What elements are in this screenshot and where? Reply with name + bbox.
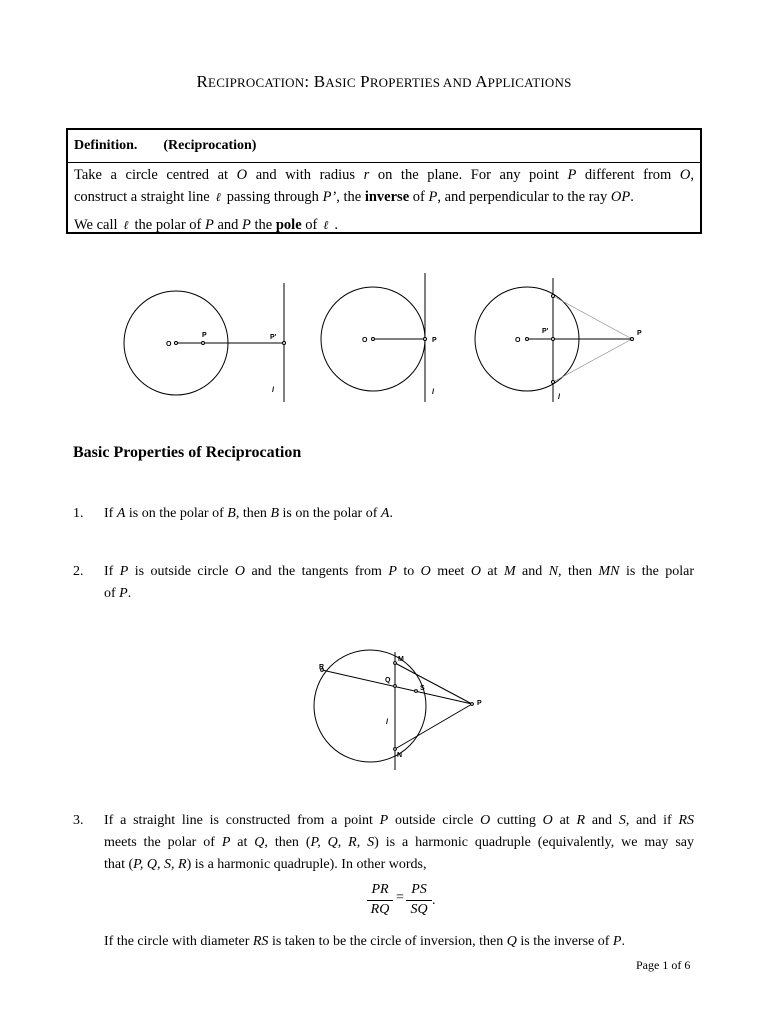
polar-tangent-figure [310, 648, 500, 774]
fig1-label-O-3: O [515, 337, 521, 344]
fig2-label-l: l [386, 719, 388, 726]
fig2-label-R: R [319, 664, 325, 671]
fig1-label-l: l [272, 387, 274, 394]
definition-line-2: construct a straight line ℓ passing through P’, the inverse of P, and perpendicular to the ray OP. [74, 189, 634, 205]
fig2-label-Q: Q [385, 677, 391, 684]
fig1-label-Pprime-3: P' [542, 328, 549, 335]
fig1-label-O: O [166, 341, 172, 348]
reciprocation-figure [100, 270, 660, 420]
fig1-label-P: P [202, 332, 207, 339]
definition-line-3: We call ℓ the polar of P and P the pole of ℓ . [74, 217, 338, 233]
fig2-label-M: M [398, 656, 404, 663]
definition-line-1: Take a circle centred at O and with radius r on the plane. For any point P different from O, [74, 167, 694, 183]
fig2-label-N: N [397, 752, 403, 759]
fig1-label-P-2: P [432, 337, 437, 344]
case-on-circle [321, 273, 427, 402]
case-outside-circle [475, 278, 634, 402]
fraction-bar-1 [367, 900, 393, 901]
definition-divider [68, 162, 700, 163]
page-title: RECIPROCATION: BASIC PROPERTIES AND APPLICATIONS [196, 72, 572, 91]
fig2-label-P: P [477, 700, 482, 707]
fig1-label-P-3: P [637, 330, 642, 337]
fig2-label-S: S [420, 685, 425, 692]
page-number: Page 1 of 6 [636, 958, 691, 972]
fig1-label-l-2: l [432, 389, 434, 396]
fig1-label-Pprime: P' [270, 334, 277, 341]
fig1-label-O-2: O [362, 337, 368, 344]
fig1-label-l-3: l [558, 394, 560, 401]
definition-heading: Definition. (Reciprocation) [74, 138, 257, 153]
case-inside-circle [124, 283, 286, 402]
definition-box [66, 128, 702, 234]
fraction-bar-2 [406, 900, 432, 901]
section-heading: Basic Properties of Reciprocation [73, 444, 302, 461]
